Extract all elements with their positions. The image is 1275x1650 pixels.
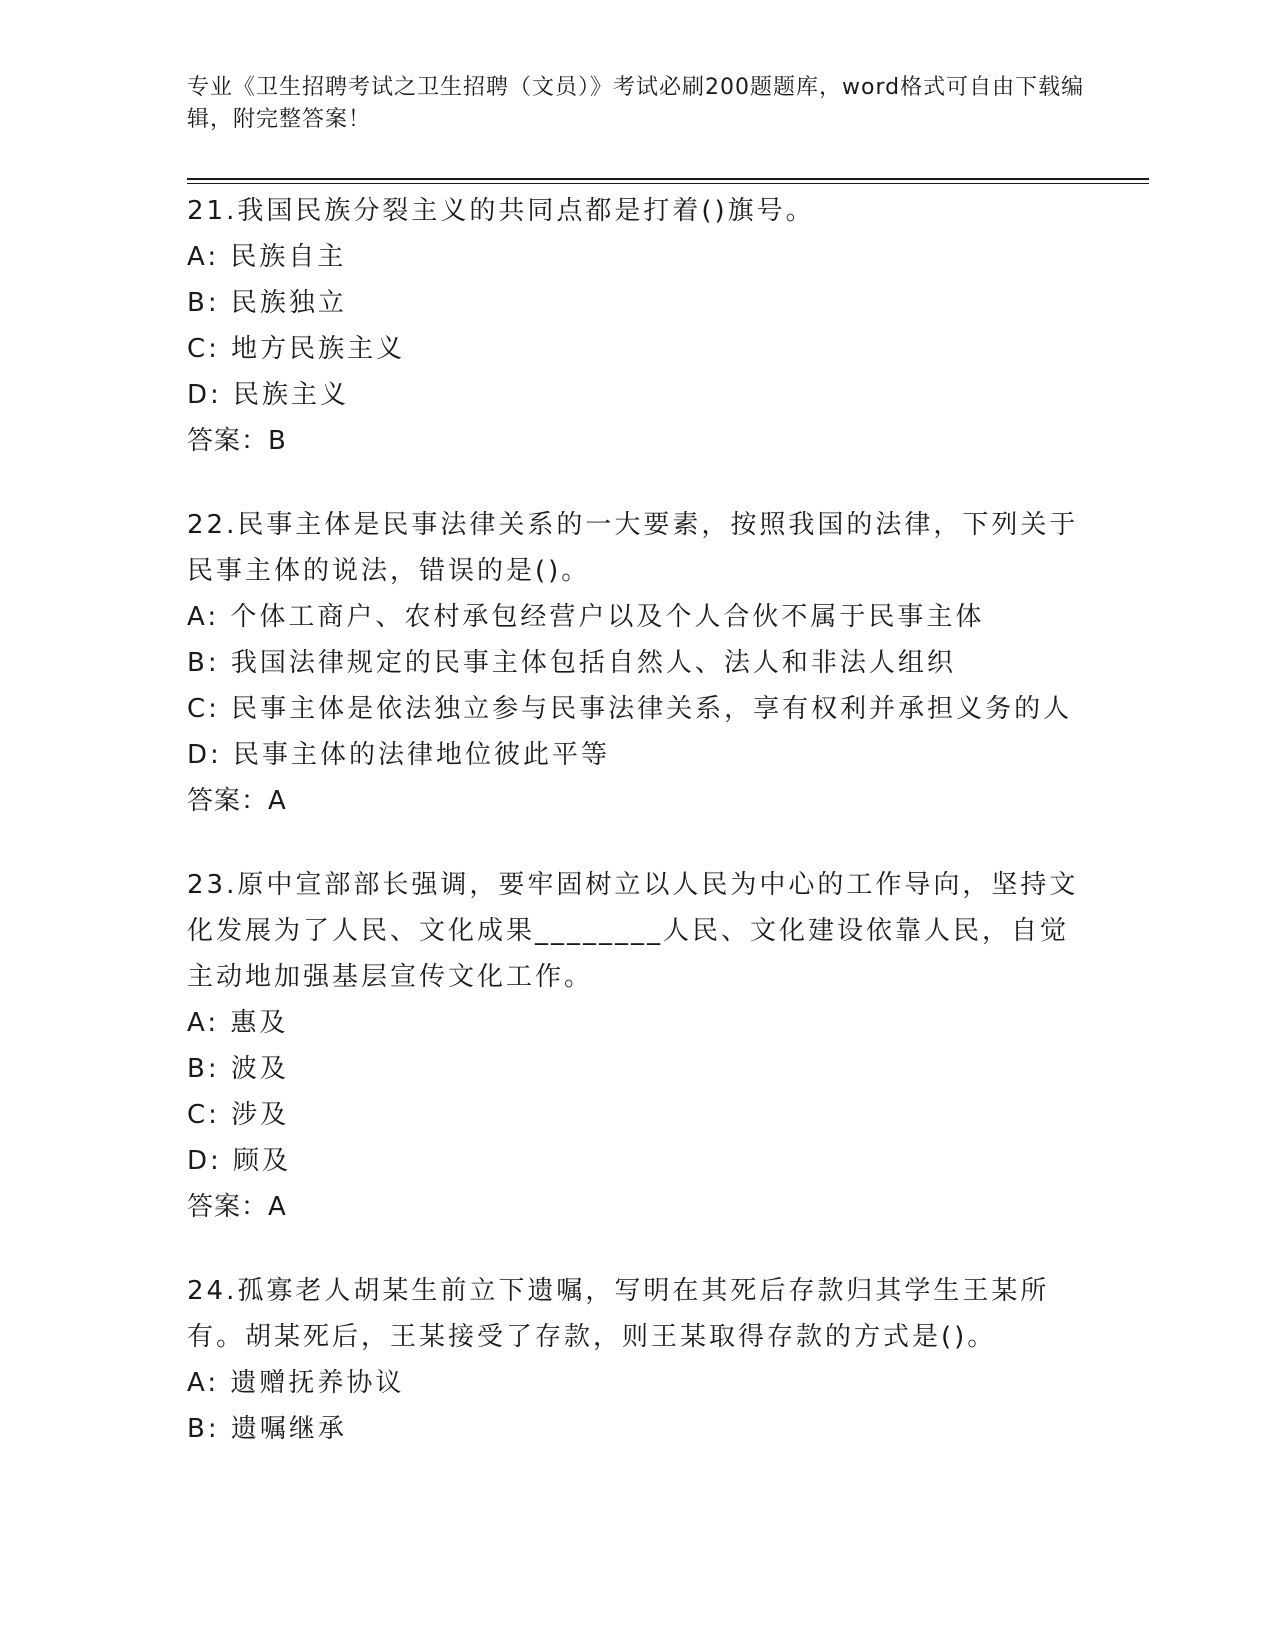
answer-value: A <box>268 786 287 816</box>
option-c: C: 地方民族主义 <box>187 334 406 364</box>
option-b: B: 我国法律规定的民事主体包括自然人、法人和非法人组织 <box>187 648 956 678</box>
option-a: A: 遗赠抚养协议 <box>187 1368 405 1398</box>
header-divider-thin <box>187 183 1149 184</box>
option-b: B: 波及 <box>187 1054 289 1084</box>
option-d: D: 民事主体的法律地位彼此平等 <box>187 740 611 770</box>
option-c: C: 涉及 <box>187 1100 290 1130</box>
option-a: A: 个体工商户、农村承包经营户以及个人合伙不属于民事主体 <box>187 602 985 632</box>
option-b: B: 民族独立 <box>187 288 347 318</box>
question-text: 23.原中宣部部长强调，要牢固树立以人民为中心的工作导向，坚持文化发展为了人民、文化成果________人民、文化建设依靠人民，自觉主动地加强基层宣传文化工作。 <box>187 870 1079 992</box>
answer-line <box>187 418 1087 464</box>
answer-value: A <box>268 1192 287 1222</box>
header-divider-thick <box>187 178 1149 180</box>
question-text: 21.我国民族分裂主义的共同点都是打着()旗号。 <box>187 196 815 226</box>
question-21 <box>187 188 1087 464</box>
option-a: A: 民族自主 <box>187 242 347 272</box>
option-d: D: 民族主义 <box>187 380 350 410</box>
answer-line <box>187 1184 1087 1230</box>
option-b: B: 遗嘱继承 <box>187 1414 347 1444</box>
question-text: 24.孤寡老人胡某生前立下遗嘱，写明在其死后存款归其学生王某所有。胡某死后，王某接受了存款，则王某取得存款的方式是()。 <box>187 1276 1050 1352</box>
document-header: 专业《卫生招聘考试之卫生招聘（文员）》考试必刷200题题库，word格式可自由下载编辑，附完整答案！ <box>187 75 1085 132</box>
answer-label: 答案： <box>187 426 269 456</box>
question-23 <box>187 862 1087 1230</box>
question-24 <box>187 1268 1087 1452</box>
answer-label: 答案： <box>187 1192 269 1222</box>
option-c: C: 民事主体是依法独立参与民事法律关系，享有权利并承担义务的人 <box>187 694 1073 724</box>
question-text: 22.民事主体是民事法律关系的一大要素，按照我国的法律，下列关于民事主体的说法，错误的是()。 <box>187 510 1079 586</box>
question-22 <box>187 502 1087 824</box>
answer-line <box>187 778 1087 824</box>
answer-value: B <box>268 426 287 456</box>
question-list <box>187 188 1087 1490</box>
option-a: A: 惠及 <box>187 1008 289 1038</box>
option-d: D: 顾及 <box>187 1146 292 1176</box>
answer-label: 答案： <box>187 786 269 816</box>
